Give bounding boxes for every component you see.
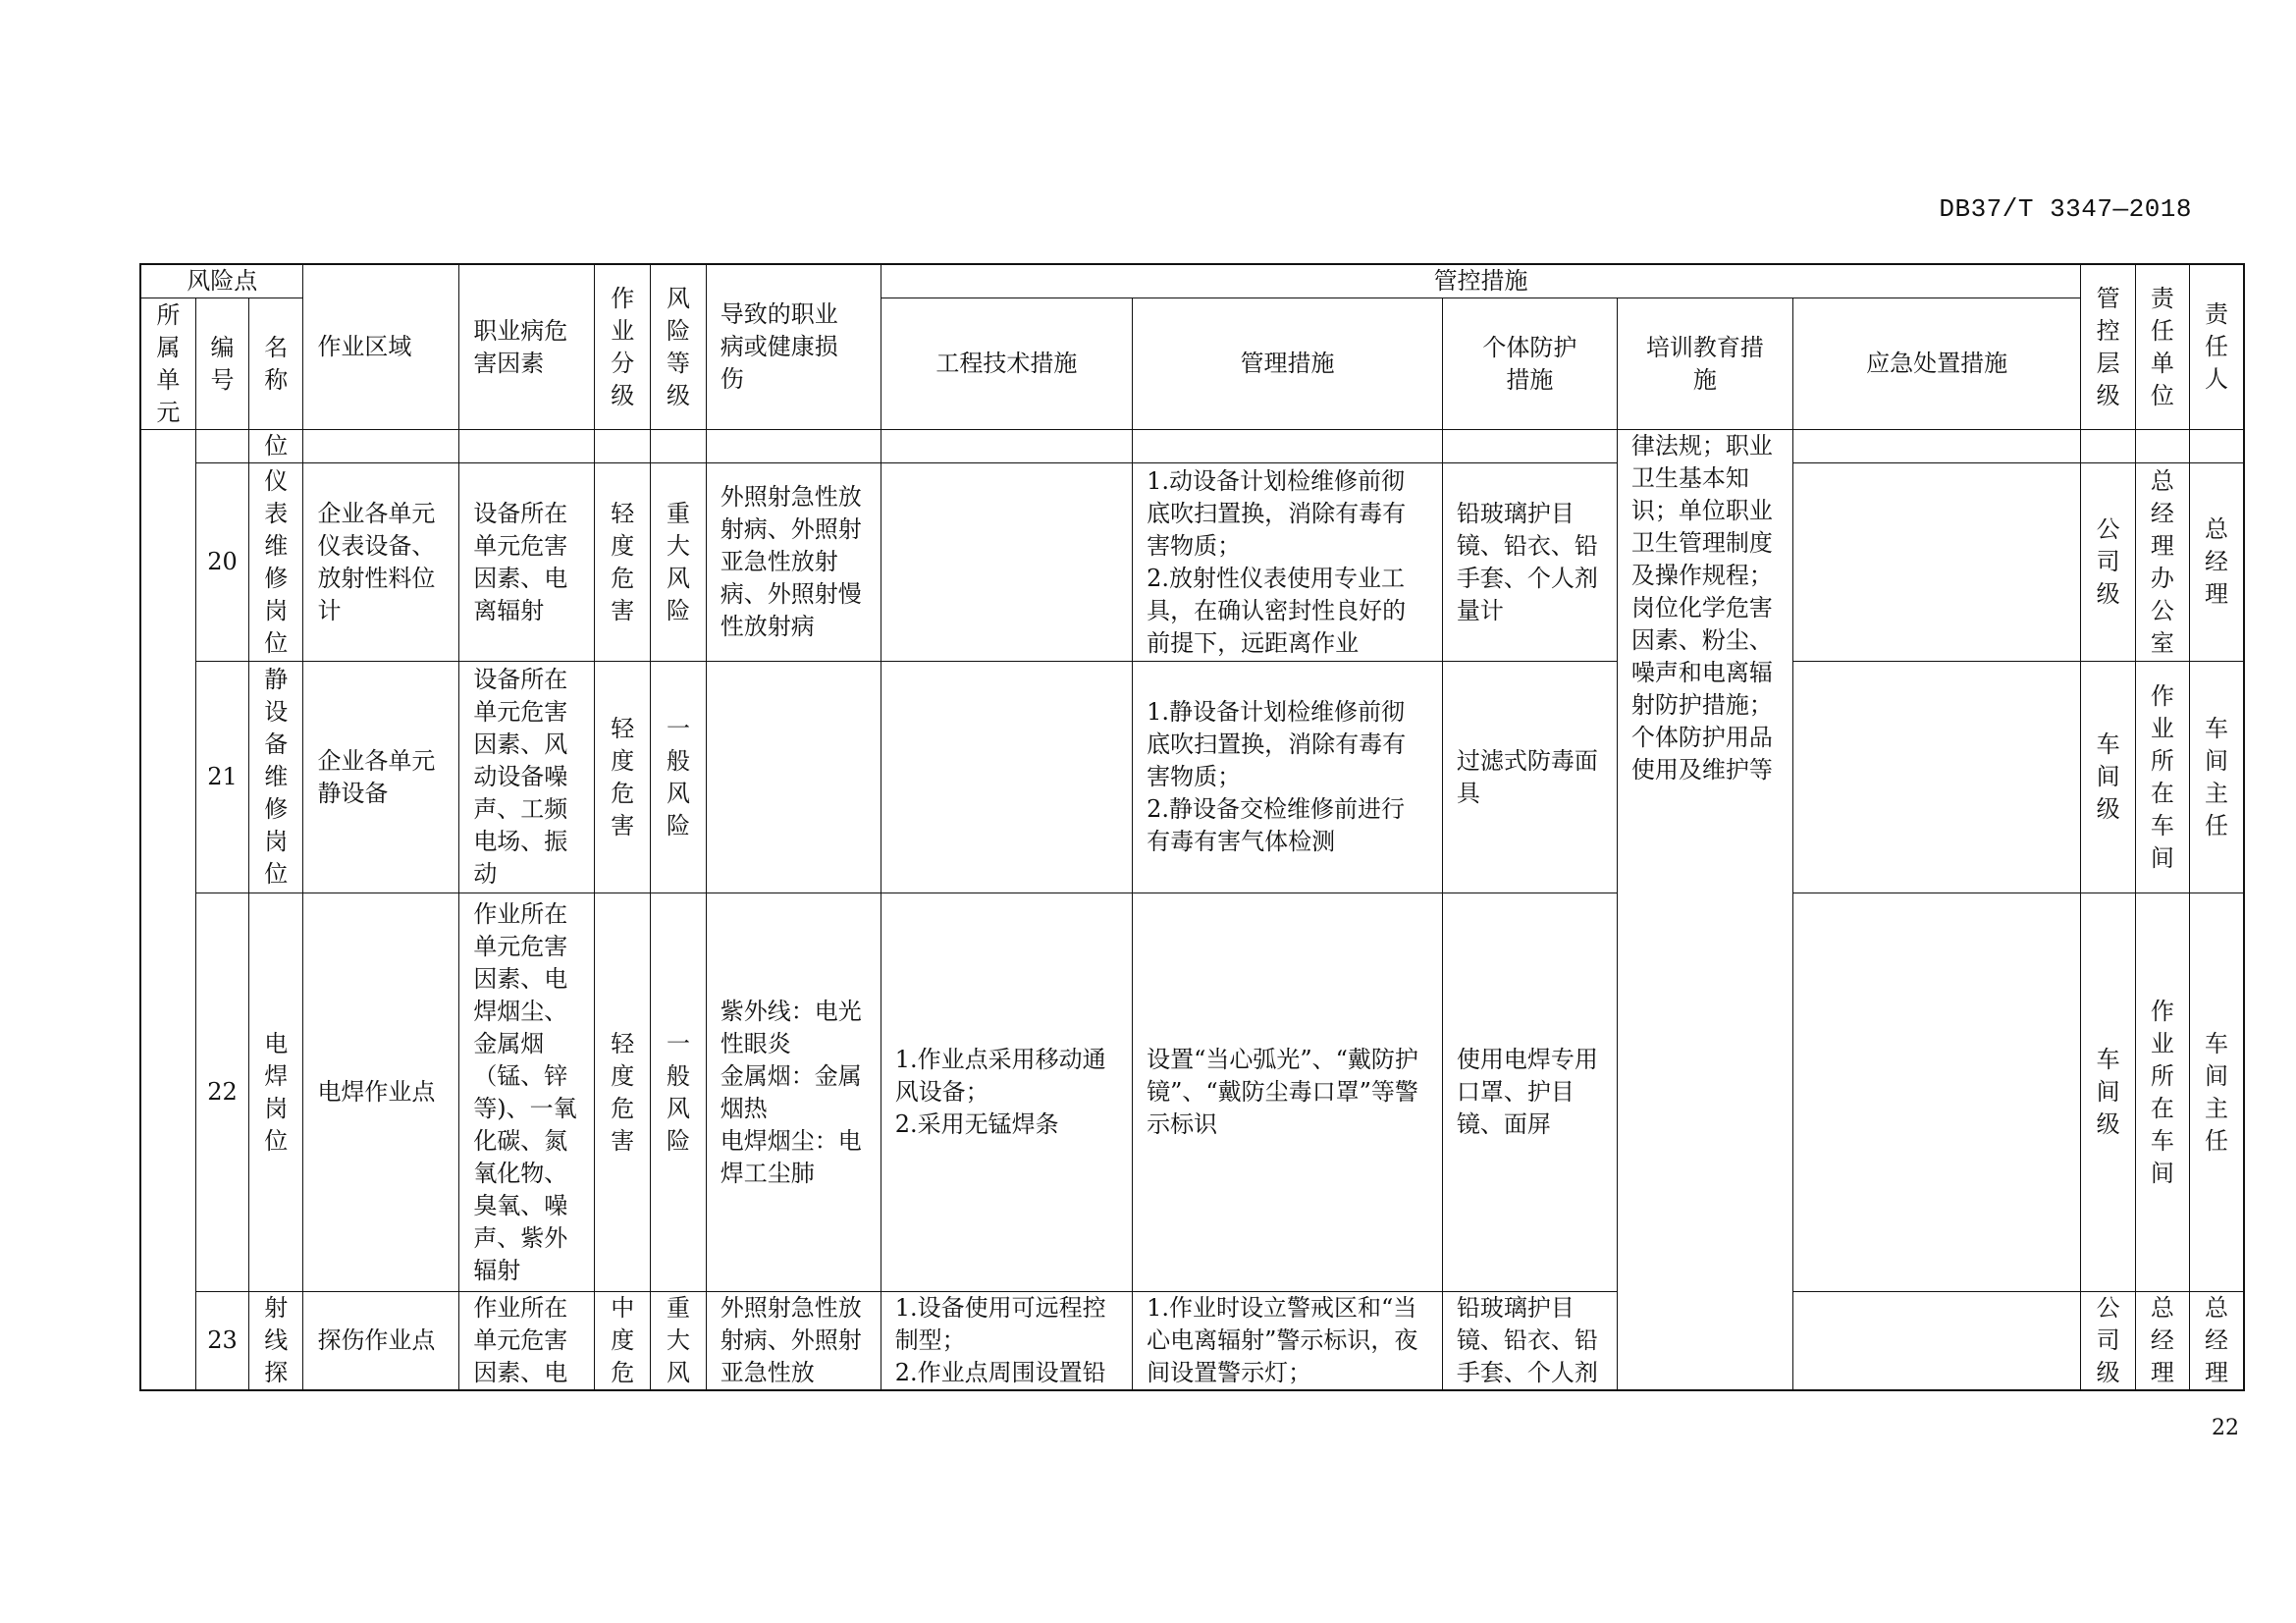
header-row-1 [140,264,2244,298]
management-cell: 1.作业时设立警戒区和“当心电离辐射”警示标识，夜间设置警示灯； [1133,1292,1443,1391]
header-management: 管理措施 [1133,298,1443,430]
job-class-cell: 轻 度 危 害 [595,662,651,893]
number-cell: 22 [195,893,248,1292]
name-cell: 位 [249,430,303,463]
number-cell: 20 [195,463,248,662]
work-area-cell: 企业各单元静设备 [303,662,459,893]
header-disease: 导致的职业 病或健康损 伤 [706,264,881,430]
resp-person-cell: 车 间 主 任 [2190,662,2244,893]
hazard-cell [459,430,595,463]
ppe-cell [1442,430,1617,463]
management-cell [1133,430,1443,463]
hazard-cell: 设备所在单元危害因素、电离辐射 [459,463,595,662]
control-level-cell: 公 司 级 [2081,463,2135,662]
header-resp-person: 责 任 人 [2190,264,2244,430]
management-cell: 设置“当心弧光”、“戴防护镜”、“戴防尘毒口罩”等警示标识 [1133,893,1443,1292]
resp-unit-cell: 作 业 所 在 车 间 [2135,662,2189,893]
header-number: 编 号 [195,298,248,430]
work-area-cell: 电焊作业点 [303,893,459,1292]
header-ppe: 个体防护 措施 [1442,298,1617,430]
training-merged-cell: 律法规；职业卫生基本知识；单位职业卫生管理制度及操作规程；岗位化学危害因素、粉尘、噪声和电离辐射防护措施；个体防护用品使用及维护等 [1617,430,1792,1391]
emergency-cell [1792,893,2081,1292]
name-cell: 仪 表 维 修 岗 位 [249,463,303,662]
header-job-class: 作 业 分 级 [595,264,651,430]
risk-level-cell [651,430,706,463]
engineering-cell [881,430,1132,463]
table-row [140,1292,2244,1391]
work-area-cell: 探伤作业点 [303,1292,459,1391]
name-cell: 射 线 探 [249,1292,303,1391]
header-control-level: 管 控 层 级 [2081,264,2135,430]
header-name: 名 称 [249,298,303,430]
resp-person-cell [2190,430,2244,463]
control-level-cell: 车 间 级 [2081,893,2135,1292]
header-work-area: 作业区域 [303,264,459,430]
engineering-cell [881,662,1132,893]
table-row [140,463,2244,662]
emergency-cell [1792,463,2081,662]
resp-unit-cell: 作 业 所 在 车 间 [2135,893,2189,1292]
name-cell: 静 设 备 维 修 岗 位 [249,662,303,893]
engineering-cell: 1.设备使用可远程控制型； 2.作业点周围设置铅 [881,1292,1132,1391]
table-row [140,662,2244,893]
job-class-cell: 轻 度 危 害 [595,893,651,1292]
engineering-cell: 1.作业点采用移动通风设备； 2.采用无锰焊条 [881,893,1132,1292]
risk-level-cell: 重 大 风 险 [651,463,706,662]
unit-cell [140,430,195,1391]
management-cell: 1.静设备计划检维修前彻底吹扫置换，消除有毒有害物质； 2.静设备交检维修前进行有毒有害气体检测 [1133,662,1443,893]
disease-cell: 外照射急性放射病、外照射亚急性放射病、外照射慢性放射病 [706,463,881,662]
disease-cell: 外照射急性放射病、外照射亚急性放 [706,1292,881,1391]
emergency-cell [1792,430,2081,463]
emergency-cell [1792,662,2081,893]
management-cell: 1.动设备计划检维修前彻底吹扫置换，消除有毒有害物质； 2.放射性仪表使用专业工具，在确认密封性良好的前提下，远距离作业 [1133,463,1443,662]
control-level-cell: 公 司 级 [2081,1292,2135,1391]
resp-unit-cell [2135,430,2189,463]
job-class-cell [595,430,651,463]
resp-person-cell: 总 经 理 [2190,1292,2244,1391]
risk-level-cell: 一 般 风 险 [651,662,706,893]
hazard-cell: 作业所在单元危害因素、电焊烟尘、金属烟（锰、锌等)、一氧化碳、氮氧化物、臭氧、噪声、紫外辐射 [459,893,595,1292]
ppe-cell: 铅玻璃护目镜、铅衣、铅手套、个人剂量计 [1442,463,1617,662]
disease-cell [706,662,881,893]
resp-unit-cell: 总 经 理 办 公 室 [2135,463,2189,662]
resp-person-cell: 总 经 理 [2190,463,2244,662]
header-resp-unit: 责 任 单 位 [2135,264,2189,430]
ppe-cell: 铅玻璃护目镜、铅衣、铅手套、个人剂 [1442,1292,1617,1391]
emergency-cell [1792,1292,2081,1391]
header-hazard: 职业病危 害因素 [459,264,595,430]
header-risk-point: 风险点 [140,264,303,298]
hazard-cell: 作业所在单元危害因素、电 [459,1292,595,1391]
table-row-continued [140,430,2244,463]
header-emergency: 应急处置措施 [1792,298,2081,430]
page-number: 22 [2212,1416,2239,1440]
work-area-cell: 企业各单元仪表设备、放射性料位计 [303,463,459,662]
ppe-cell: 过滤式防毒面具 [1442,662,1617,893]
control-level-cell [2081,430,2135,463]
job-class-cell: 轻 度 危 害 [595,463,651,662]
name-cell: 电 焊 岗 位 [249,893,303,1292]
work-area-cell [303,430,459,463]
disease-cell: 紫外线：电光性眼炎 金属烟：金属烟热 电焊烟尘：电焊工尘肺 [706,893,881,1292]
header-engineering: 工程技术措施 [881,298,1132,430]
number-cell: 21 [195,662,248,893]
risk-level-cell: 一 般 风 险 [651,893,706,1292]
disease-cell [706,430,881,463]
risk-control-table [139,263,2245,1391]
resp-person-cell: 车 间 主 任 [2190,893,2244,1292]
number-cell: 23 [195,1292,248,1391]
header-controls: 管控措施 [881,264,2081,298]
header-unit: 所 属 单 元 [140,298,195,430]
table-row [140,893,2244,1292]
control-level-cell: 车 间 级 [2081,662,2135,893]
hazard-cell: 设备所在单元危害因素、风动设备噪声、工频电场、振动 [459,662,595,893]
document-code: DB37/T 3347—2018 [1939,194,2192,224]
engineering-cell [881,463,1132,662]
number-cell [195,430,248,463]
resp-unit-cell: 总 经 理 [2135,1292,2189,1391]
job-class-cell: 中 度 危 [595,1292,651,1391]
risk-level-cell: 重 大 风 [651,1292,706,1391]
header-training: 培训教育措 施 [1617,298,1792,430]
ppe-cell: 使用电焊专用口罩、护目镜、面屏 [1442,893,1617,1292]
header-risk-level: 风 险 等 级 [651,264,706,430]
